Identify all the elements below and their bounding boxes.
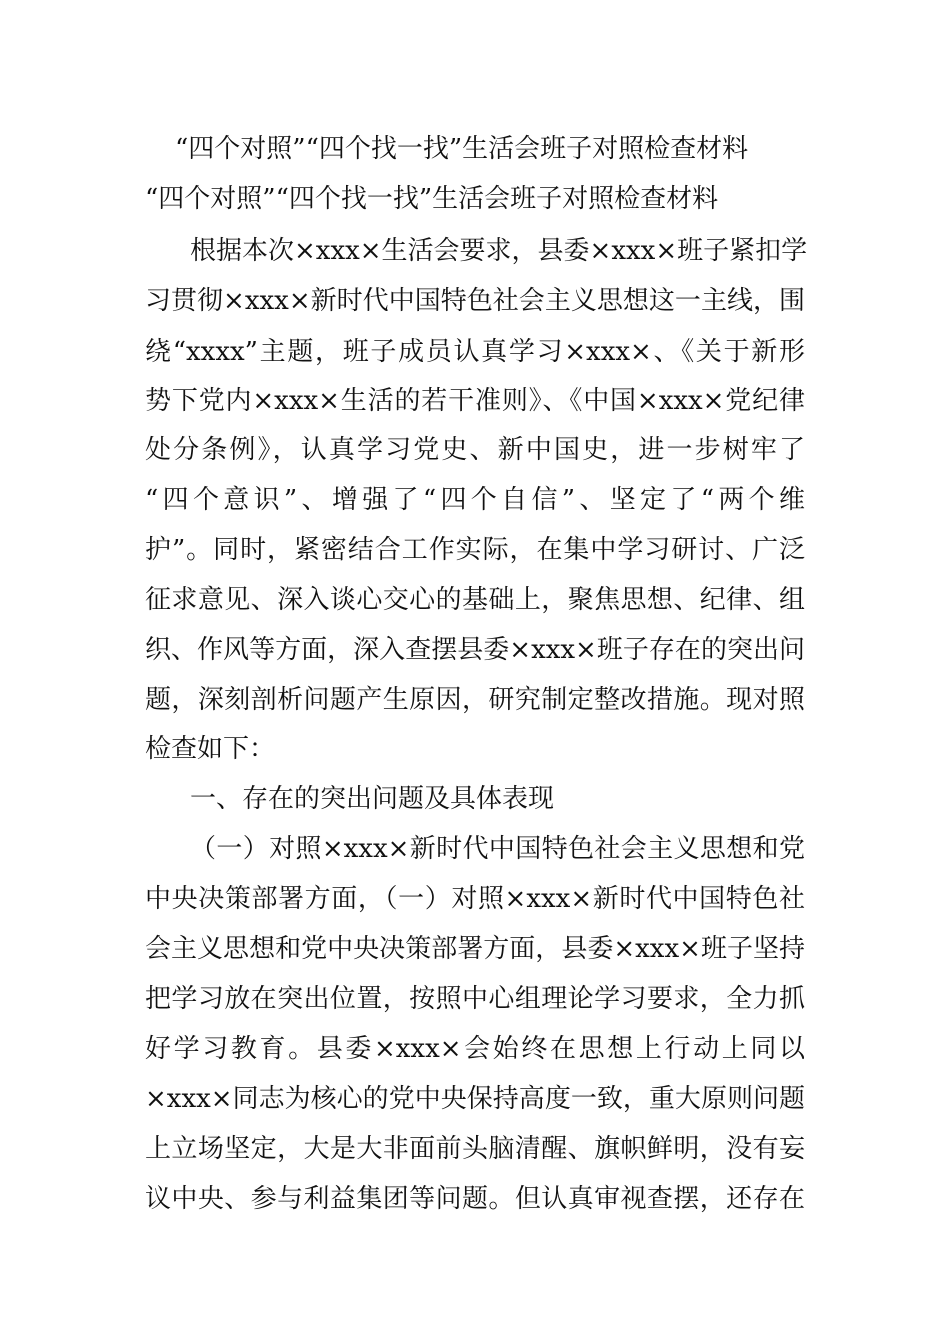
section-heading: 一、存在的突出问题及具体表现 <box>190 784 555 814</box>
paragraph-line: 绕“xxxx”主题，班子成员认真学习×xxx×、《关于新形 <box>145 337 805 367</box>
paragraph-line: 习贯彻×xxx×新时代中国特色社会主义思想这一主线，围 <box>145 286 805 316</box>
paragraph-line: 议中央、参与利益集团等问题。但认真审视查摆，还存在 <box>145 1184 805 1214</box>
paragraph-line: 上立场坚定，大是大非面前头脑清醒、旗帜鲜明，没有妄 <box>145 1134 805 1164</box>
document-title: “四个对照”“四个找一找”生活会班子对照检查材料 <box>175 134 749 164</box>
paragraph-line: 根据本次×xxx×生活会要求，县委×xxx×班子紧扣学 <box>190 236 808 266</box>
paragraph-line: 把学习放在突出位置，按照中心组理论学习要求，全力抓 <box>145 984 805 1014</box>
document-subtitle: “四个对照”“四个找一找”生活会班子对照检查材料 <box>145 184 719 214</box>
paragraph-line: ×xxx×同志为核心的党中央保持高度一致，重大原则问题 <box>145 1084 805 1114</box>
paragraph-line: 检查如下： <box>145 734 276 764</box>
paragraph-line: 好学习教育。县委×xxx×会始终在思想上行动上同以 <box>145 1034 805 1064</box>
paragraph-line: 护”。同时，紧密结合工作实际，在集中学习研讨、广泛 <box>145 535 805 565</box>
paragraph-line: 处分条例》，认真学习党史、新中国史，进一步树牢了 <box>145 435 805 465</box>
paragraph-line: 题，深刻剖析问题产生原因，研究制定整改措施。现对照 <box>145 685 805 715</box>
paragraph-line: 中央决策部署方面，（一）对照×xxx×新时代中国特色社 <box>145 884 805 914</box>
paragraph-line: 征求意见、深入谈心交心的基础上，聚焦思想、纪律、组 <box>145 585 805 615</box>
paragraph-line: 织、作风等方面，深入查摆县委×xxx×班子存在的突出问 <box>145 635 805 665</box>
subsection-heading: （一）对照×xxx×新时代中国特色社会主义思想和党 <box>190 834 805 864</box>
paragraph-line: “四个意识”、增强了“四个自信”、坚定了“两个维 <box>145 485 805 515</box>
paragraph-line: 势下党内×xxx×生活的若干准则》、《中国×xxx×党纪律 <box>145 386 805 416</box>
paragraph-line: 会主义思想和党中央决策部署方面，县委×xxx×班子坚持 <box>145 934 805 964</box>
